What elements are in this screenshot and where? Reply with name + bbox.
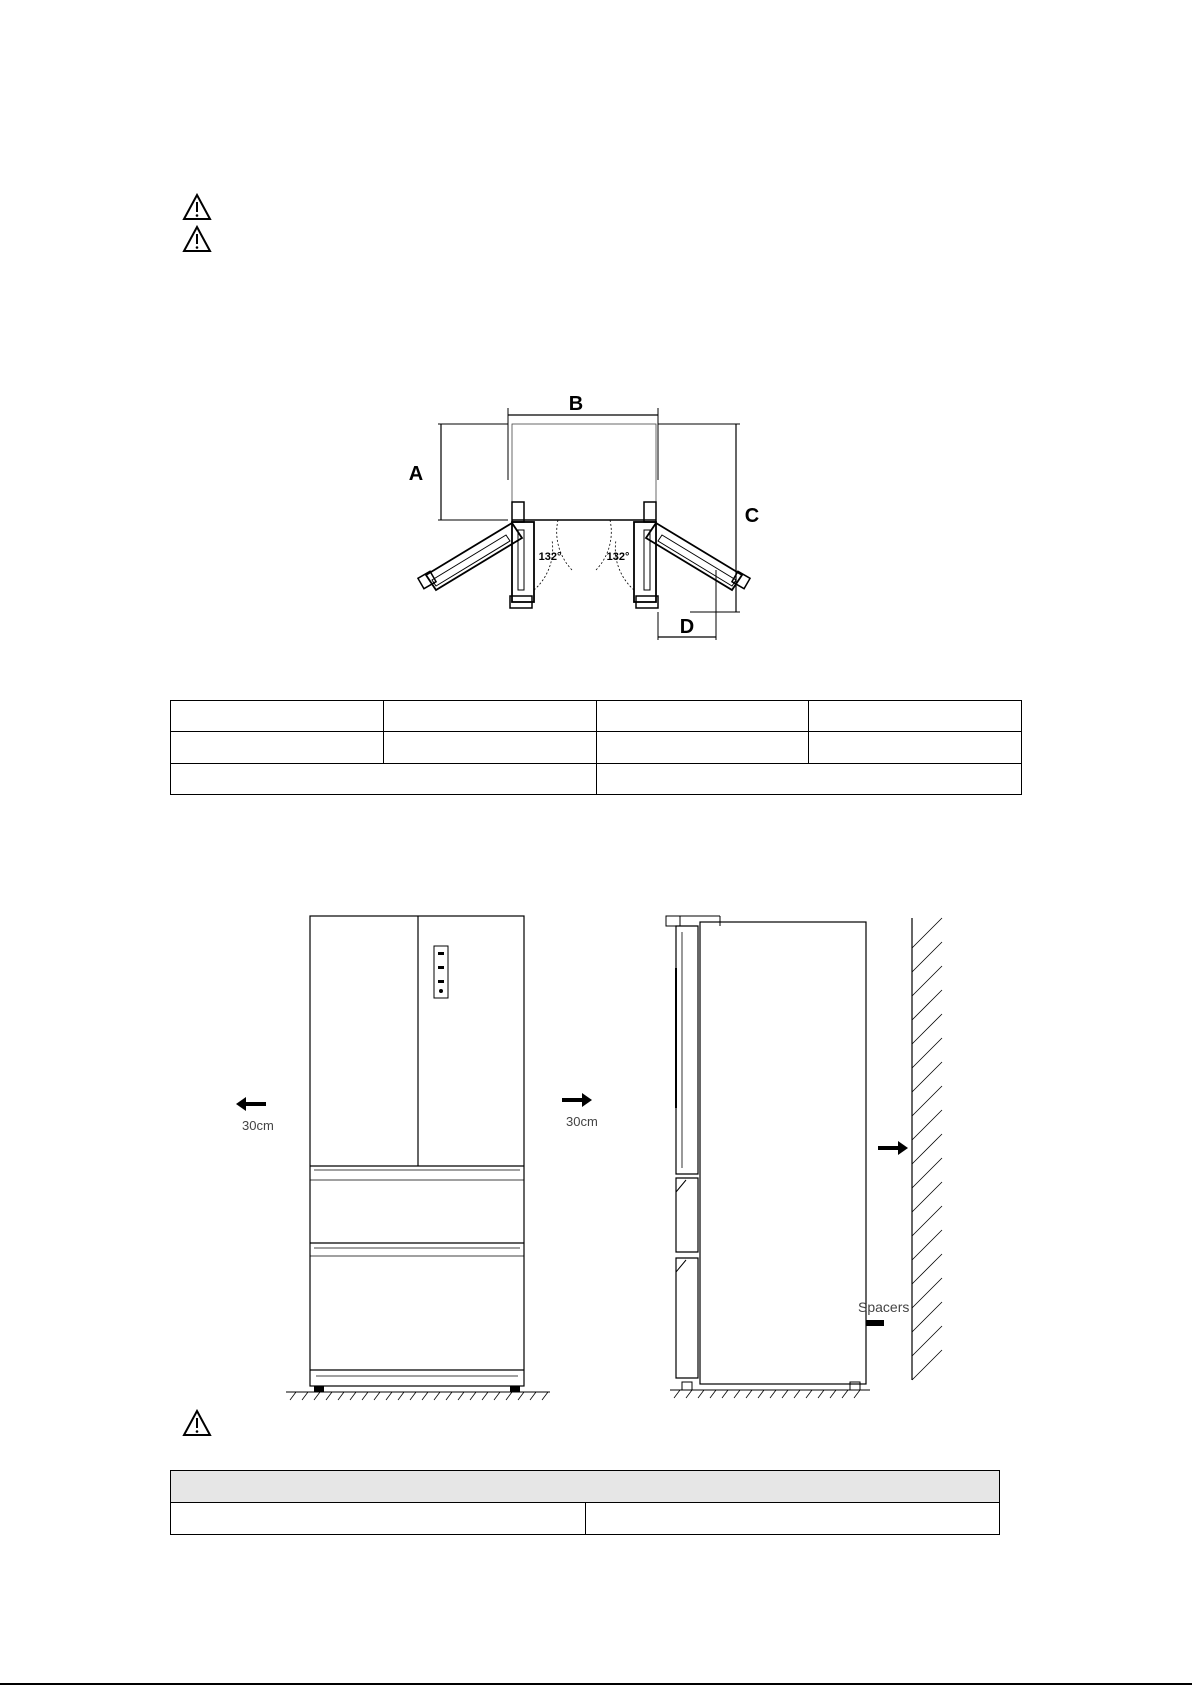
- table-cell: [383, 701, 596, 732]
- right-clearance-label: 30cm: [566, 1114, 598, 1129]
- table-cell: [809, 701, 1022, 732]
- dimension-table: [170, 700, 1022, 795]
- installation-clearance-diagram: [230, 908, 970, 1408]
- angle-label-right: 132°: [606, 551, 630, 563]
- dimension-label-b: B: [568, 393, 584, 415]
- table-cell: [171, 1503, 586, 1535]
- arrow-right-icon: [878, 1141, 908, 1155]
- left-clearance-label: 30cm: [242, 1118, 274, 1133]
- table-cell: [596, 732, 809, 764]
- table-cell: [585, 1503, 1000, 1535]
- warning-triangle-icon: [182, 1409, 212, 1437]
- table-cell: [171, 701, 384, 732]
- table-cell: [809, 732, 1022, 764]
- table-cell: [171, 732, 384, 764]
- table-cell: [596, 701, 809, 732]
- warning-triangle-icon: [182, 193, 212, 221]
- arrow-right-icon: [562, 1093, 592, 1107]
- dimension-label-a: A: [408, 463, 424, 485]
- door-clearance-diagram: [400, 390, 780, 650]
- arrow-left-icon: [236, 1097, 266, 1111]
- specification-table: [170, 1470, 1000, 1535]
- table-cell: [383, 732, 596, 764]
- spacers-label: Spacers: [858, 1299, 910, 1315]
- dimension-label-d: D: [679, 616, 695, 638]
- table-header-cell: [171, 1471, 1000, 1503]
- table-cell: [171, 764, 597, 795]
- angle-label-left: 132°: [538, 551, 562, 563]
- warning-triangle-icon: [182, 225, 212, 253]
- table-cell: [596, 764, 1022, 795]
- dimension-label-c: C: [744, 505, 760, 527]
